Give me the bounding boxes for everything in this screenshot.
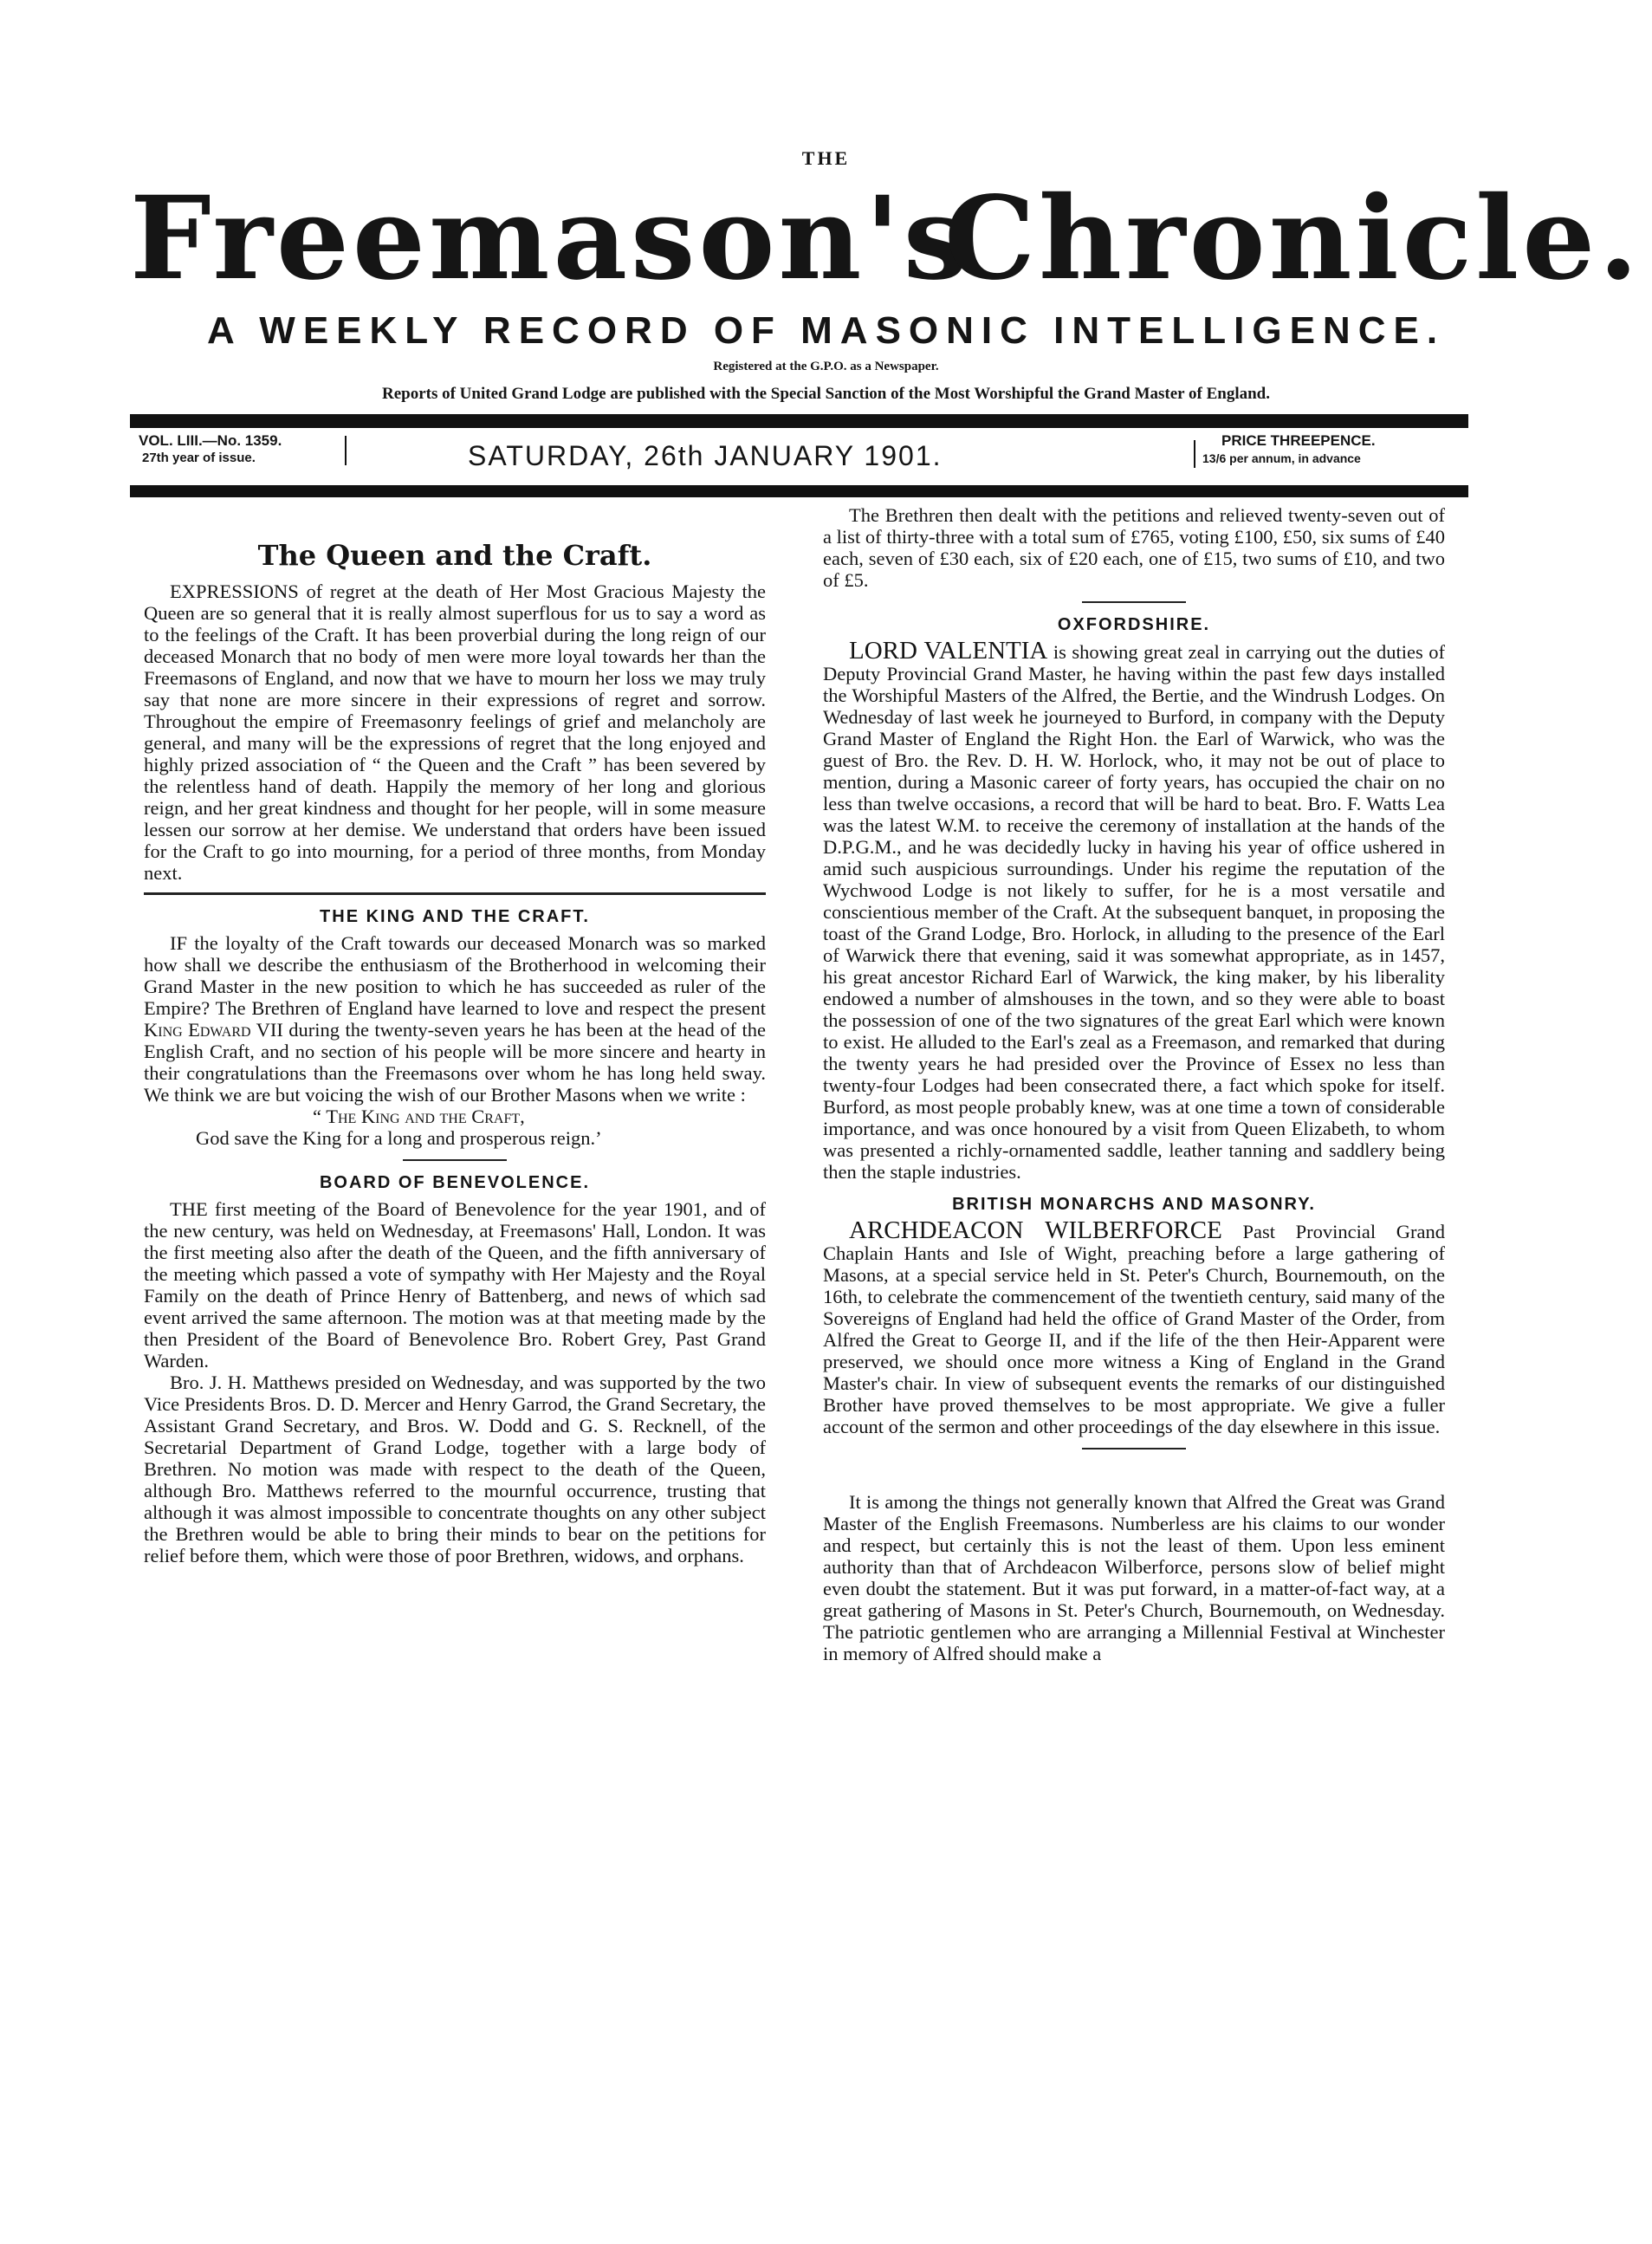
reports-note: Reports of United Grand Lodge are published with the Special Sanction of the Most Worshipful the Grand Master of England. [381, 385, 1271, 403]
king-article-heading: THE KING AND THE CRAFT. [320, 907, 590, 926]
queen-article-heading: The Queen and the Craft. [257, 539, 652, 572]
oxfordshire-article-lead: LORD VALENTIA [849, 637, 1048, 665]
column-left [144, 504, 766, 1566]
oxfordshire-article-body: LORD VALENTIA is showing great zeal in carrying out the duties of Deputy Provincial Grand Master, he having within the past few days installed the Worshipful Masters of the Alfred, the Bertie, and the Windrush Lodges. On Wednesday of last week he journeyed to Burford, in company with the Deputy Grand Master of England the Right Hon. the Earl of Warwick, who was the guest of Bro. the Rev. D. H. W. Horlock, who, it may not be out of place to mention, during a Masonic career of forty years, has occupied the chair on no less than twelve occasions, a record that will be hard to beat. Bro. F. Watts Lea was the latest W.M. to receive the ceremony of installation at the hands of the D.P.G.M., and he was decidedly lucky in having his year of office ushered in amid such auspicious surroundings. Under his regime the reputation of the Wychwood Lodge is not likely to suffer, for he is a most versatile and conscientious member of the Craft. At the subsequent banquet, in proposing the toast of the Grand Lodge, Bro. Horlock, in alluding to the presence of the Earl of Warwick there that evening, said it was somewhat appropriate, as in 1457, his great ancestor Richard Earl of Warwick, the king maker, by his liberality endowed a number of almshouses in the town, and so they were able to boast the possession of one of the two signatures of the great Earl which were known to exist. He alluded to the Earl's zeal as a Freemason, and remarked that during the twenty years he had presided over the Province of Essex no less than twenty-four Lodges had been consecrated there, a fact which spoke for itself. Burford, as most people probably knew, was at one time a town of considerable importance, and was once honoured by a visit from Queen Elizabeth, to whom was presented a richly-ornamented saddle, leather tanning and saddlery being then the staple industries. [823, 637, 1445, 1183]
issue-date: SATURDAY, 26th JANUARY 1901. [468, 440, 943, 471]
masthead-title [130, 170, 1642, 308]
section-divider [1082, 601, 1186, 603]
issue-year: 27th year of issue. [142, 451, 256, 465]
alfred-article-body: It is among the things not generally known that Alfred the Great was Grand Master of the English Freemasons. Numberless are his claims to our wonder and respect, but certainly this is not the least of them. Upon less eminent authority than that of Archdeacon Wilberforce, persons slow of belief might even doubt the statement. But it was put forward, in a matter-of-fact way, at a great gathering of Masons in St. Peter's Church, Bournemouth, on Wednesday. The patriotic gentlemen who are arranging a Millennial Festival at Winchester in memory of Alfred should make a [823, 1491, 1445, 1664]
issue-subscription: 13/6 per annum, in advance [1202, 451, 1361, 465]
benevolence-article-body-2: Bro. J. H. Matthews presided on Wednesday, and was supported by the two Vice Presidents Bros. D. D. Mercer and Henry Garrod, the Grand Secretary, the Assistant Grand Secretary, and Bros. W. Dodd and G. S. Recknell, of the Secretarial Department of Grand Lodge, together with a large body of Brethren. No motion was made with respect to the death of the Queen, although Bro. Matthews referred to the mournful occurrence, trusting that although it was almost impossible to concentrate thoughts on any other subject the Brethren would be able to bring their minds to bear on the petitions for relief before them, which were those of poor Brethren, widows, and orphans. [144, 1372, 766, 1566]
column-right [823, 504, 1445, 1664]
section-divider [403, 1159, 507, 1161]
masthead-title-word1: Freemason's [130, 172, 972, 306]
monarchs-article-lead: ARCHDEACON WILBERFORCE [849, 1216, 1222, 1244]
benevolence-article-lead: THE [170, 1198, 208, 1220]
masthead-title-word2: Chronicle. [944, 172, 1642, 306]
masthead-rule-top [130, 414, 1468, 428]
masthead-the: THE [801, 147, 851, 169]
issue-bracket-left [345, 436, 347, 465]
issue-price-block [1202, 432, 1471, 467]
monarchs-article-heading: BRITISH MONARCHS AND MASONRY. [952, 1195, 1316, 1214]
king-article-quote: “ The King and the Craft, God save the King for a long and prosperous reign.’ [196, 1106, 602, 1149]
issue-price: PRICE THREEPENCE. [1221, 432, 1376, 449]
benevolence-article-heading: BOARD OF BENEVOLENCE. [319, 1173, 591, 1192]
section-divider [144, 892, 766, 895]
benevolence-article-continued: The Brethren then dealt with the petitions and relieved twenty-seven out of a list of thirty-three with a total sum of £765, voting £100, £50, six sums of £40 each, seven of £30 each, six of £20 each, one of £15, two sums of £10, and two of £5. [823, 504, 1445, 591]
king-name: King Edward [144, 1019, 251, 1041]
monarchs-article-body: ARCHDEACON WILBERFORCE Past Provincial Grand Chaplain Hants and Isle of Wight, preaching before a large gathering of Masons, at a special service held in St. Peter's Church, Bournemouth, on the 16th, to celebrate the commencement of the twentieth century, said many of the Sovereigns of England had held the office of Grand Master of the Order, from Alfred the Great to George II, and if the life of the then Heir-Apparent were preserved, we should once more witness a King of England in the Grand Master's chair. In view of subsequent events the remarks of our distinguished Brother have proved themselves to be most appropriate. We give a fuller account of the sermon and other proceedings of the day elsewhere in this issue. [823, 1216, 1445, 1437]
queen-article-body: EXPRESSIONS of regret at the death of Her Most Gracious Majesty the Queen are so general that it is really almost superflous for us to say a word as to the feelings of the Craft. It has been proverbial during the long reign of our deceased Monarch that no body of men were more loyal towards her than the Freemasons of England, and now that we have to mourn her loss we may truly say that none are more sincere in their expressions of regret and sorrow. Throughout the empire of Freemasonry feelings of grief and melancholy are general, and many will be the expressions of regret that the long enjoyed and highly prized association of “ the Queen and the Craft ” has been severed by the relentless hand of death. Happily the memory of her long and glorious reign, and her great kindness and thought for her people, will in some measure lessen our sorrow at her demise. We understand that orders have been issued for the Craft to go into mourning, for a period of three months, from Monday next. [144, 580, 766, 884]
masthead-subtitle: A WEEKLY RECORD OF MASONIC INTELLIGENCE. [206, 309, 1446, 352]
king-article-lead: IF [170, 932, 188, 954]
registration-note: Registered at the G.P.O. as a Newspaper. [713, 360, 939, 373]
issue-volume: VOL. LIII.—No. 1359. [139, 432, 282, 449]
oxfordshire-article-heading: OXFORDSHIRE. [1057, 615, 1211, 634]
king-article-body: IF the loyalty of the Craft towards our deceased Monarch was so marked how shall we describe the enthusiasm of the Brotherhood in welcoming their Grand Master in the new position to which he has succeeded as ruler of the Empire? The Brethren of England have learned to love and respect the present King Edward VII during the twenty-seven years he has been at the head of the English Craft, and no section of his people will be more sincere and hearty in their congratulations than the Freemasons over whom he has long held sway. We think we are but voicing the wish of our Brother Masons when we write : [144, 932, 766, 1106]
issue-volume-block [139, 432, 347, 467]
masthead-rule-bottom [130, 485, 1468, 497]
issue-bracket-right [1194, 440, 1195, 468]
section-divider [1082, 1448, 1186, 1450]
queen-article-lead: EXPRESSIONS [170, 580, 299, 602]
benevolence-article-body: THE first meeting of the Board of Benevolence for the year 1901, and of the new century, was held on Wednesday, at Freemasons' Hall, London. It was the first meeting also after the death of the Queen, and the fifth anniversary of the meeting which passed a vote of sympathy with Her Majesty and the Royal Family on the death of Prince Henry of Battenberg, and news of which sad event arrived the same afternoon. The motion was at that meeting made by the then President of the Board of Benevolence Bro. Robert Grey, Past Grand Warden. [144, 1198, 766, 1372]
